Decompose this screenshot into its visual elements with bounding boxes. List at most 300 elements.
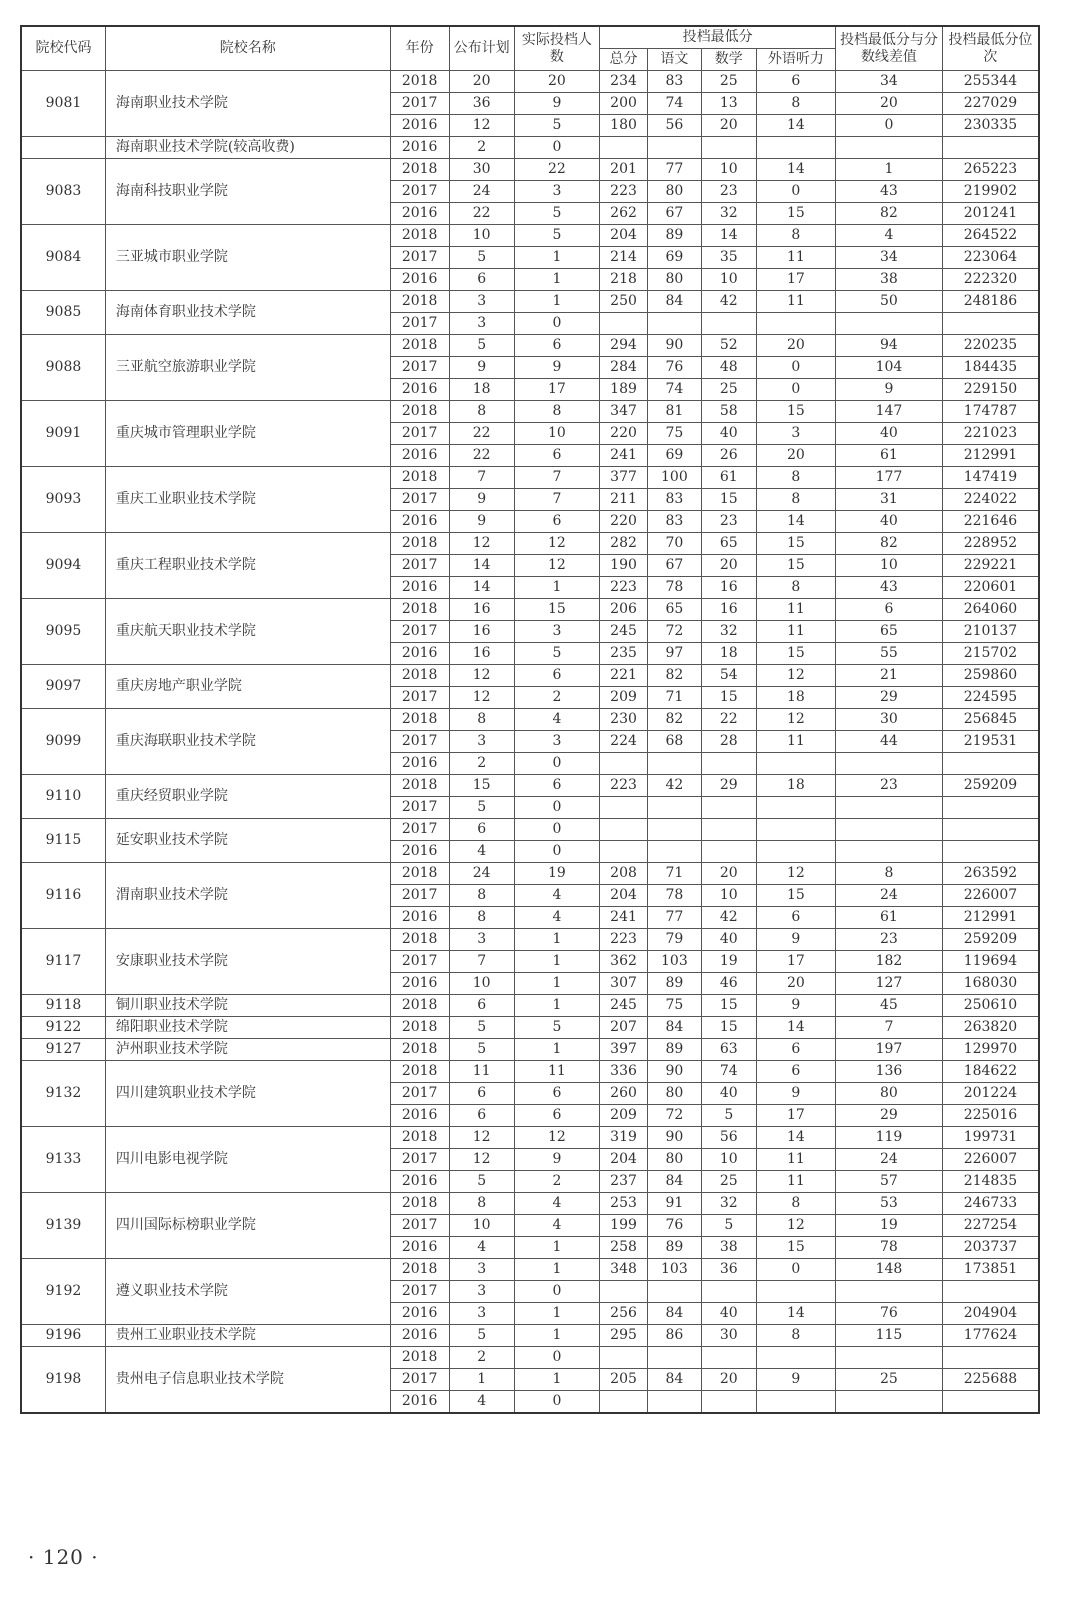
cell-total: 223 xyxy=(600,775,648,797)
cell-total xyxy=(600,753,648,775)
school-code: 9115 xyxy=(21,819,105,863)
cell-actual: 15 xyxy=(514,599,599,621)
cell-diff: 1 xyxy=(836,159,943,181)
cell-year: 2018 xyxy=(390,1259,449,1281)
cell-diff: 197 xyxy=(836,1039,943,1061)
cell-plan: 5 xyxy=(449,1017,514,1039)
cell-rank: 225688 xyxy=(942,1369,1039,1391)
cell-actual: 22 xyxy=(514,159,599,181)
cell-actual: 1 xyxy=(514,1369,599,1391)
cell-plan: 3 xyxy=(449,313,514,335)
cell-diff: 0 xyxy=(836,115,943,137)
cell-chinese xyxy=(647,797,701,819)
cell-year: 2017 xyxy=(390,181,449,203)
cell-rank: 227254 xyxy=(942,1215,1039,1237)
school-code: 9117 xyxy=(21,929,105,995)
school-name: 贵州工业职业技术学院 xyxy=(105,1325,390,1347)
cell-actual: 6 xyxy=(514,1083,599,1105)
cell-actual: 5 xyxy=(514,115,599,137)
cell-plan: 24 xyxy=(449,181,514,203)
cell-diff: 115 xyxy=(836,1325,943,1347)
cell-actual: 2 xyxy=(514,687,599,709)
cell-actual: 1 xyxy=(514,973,599,995)
cell-plan: 12 xyxy=(449,687,514,709)
cell-actual: 6 xyxy=(514,445,599,467)
cell-year: 2018 xyxy=(390,1039,449,1061)
cell-chinese xyxy=(647,1347,701,1369)
cell-plan: 6 xyxy=(449,819,514,841)
cell-actual: 1 xyxy=(514,577,599,599)
table-row xyxy=(21,1061,1039,1083)
cell-chinese xyxy=(647,1281,701,1303)
cell-plan: 8 xyxy=(449,709,514,731)
cell-math xyxy=(701,1347,756,1369)
cell-year: 2017 xyxy=(390,357,449,379)
cell-rank: 259209 xyxy=(942,929,1039,951)
cell-plan: 16 xyxy=(449,599,514,621)
cell-actual: 17 xyxy=(514,379,599,401)
cell-chinese: 80 xyxy=(647,1149,701,1171)
cell-chinese: 79 xyxy=(647,929,701,951)
cell-year: 2017 xyxy=(390,951,449,973)
table-row xyxy=(21,225,1039,247)
cell-rank: 264522 xyxy=(942,225,1039,247)
cell-diff: 55 xyxy=(836,643,943,665)
cell-math: 42 xyxy=(701,291,756,313)
school-code: 9095 xyxy=(21,599,105,665)
cell-plan: 12 xyxy=(449,533,514,555)
table-row xyxy=(21,819,1039,841)
cell-total: 295 xyxy=(600,1325,648,1347)
cell-chinese: 72 xyxy=(647,621,701,643)
cell-foreign xyxy=(756,137,835,159)
cell-math xyxy=(701,137,756,159)
table-row xyxy=(21,1127,1039,1149)
cell-math: 19 xyxy=(701,951,756,973)
cell-foreign: 11 xyxy=(756,291,835,313)
cell-plan: 1 xyxy=(449,1369,514,1391)
cell-actual: 0 xyxy=(514,137,599,159)
cell-diff: 82 xyxy=(836,533,943,555)
cell-diff: 34 xyxy=(836,247,943,269)
cell-plan: 12 xyxy=(449,1149,514,1171)
cell-total: 204 xyxy=(600,225,648,247)
cell-foreign: 15 xyxy=(756,555,835,577)
cell-rank: 230335 xyxy=(942,115,1039,137)
cell-plan: 3 xyxy=(449,929,514,951)
cell-math: 16 xyxy=(701,599,756,621)
cell-diff: 82 xyxy=(836,203,943,225)
cell-math: 40 xyxy=(701,1303,756,1325)
cell-diff xyxy=(836,137,943,159)
cell-diff: 29 xyxy=(836,1105,943,1127)
cell-year: 2016 xyxy=(390,841,449,863)
cell-foreign: 9 xyxy=(756,929,835,951)
cell-foreign: 12 xyxy=(756,1215,835,1237)
cell-foreign xyxy=(756,1391,835,1414)
cell-plan: 8 xyxy=(449,401,514,423)
header-chinese: 语文 xyxy=(647,49,701,71)
school-code: 9127 xyxy=(21,1039,105,1061)
cell-actual: 8 xyxy=(514,401,599,423)
cell-foreign: 0 xyxy=(756,357,835,379)
school-name: 重庆海联职业技术学院 xyxy=(105,709,390,775)
cell-total xyxy=(600,1347,648,1369)
cell-math: 15 xyxy=(701,1017,756,1039)
cell-chinese: 89 xyxy=(647,1237,701,1259)
cell-foreign: 17 xyxy=(756,1105,835,1127)
school-name: 重庆经贸职业学院 xyxy=(105,775,390,819)
cell-diff: 4 xyxy=(836,225,943,247)
cell-year: 2018 xyxy=(390,533,449,555)
cell-chinese: 68 xyxy=(647,731,701,753)
school-name: 重庆航天职业技术学院 xyxy=(105,599,390,665)
cell-rank: 255344 xyxy=(942,71,1039,93)
header-total: 总分 xyxy=(600,49,648,71)
cell-foreign: 15 xyxy=(756,1237,835,1259)
cell-total: 224 xyxy=(600,731,648,753)
cell-foreign: 12 xyxy=(756,665,835,687)
cell-rank: 214835 xyxy=(942,1171,1039,1193)
cell-year: 2018 xyxy=(390,775,449,797)
cell-chinese: 75 xyxy=(647,995,701,1017)
cell-actual: 4 xyxy=(514,709,599,731)
cell-chinese: 90 xyxy=(647,1127,701,1149)
cell-math: 25 xyxy=(701,1171,756,1193)
cell-foreign: 6 xyxy=(756,907,835,929)
cell-diff: 57 xyxy=(836,1171,943,1193)
cell-plan: 4 xyxy=(449,1391,514,1414)
cell-total: 221 xyxy=(600,665,648,687)
cell-actual: 9 xyxy=(514,357,599,379)
cell-math: 46 xyxy=(701,973,756,995)
school-code: 9091 xyxy=(21,401,105,467)
cell-chinese xyxy=(647,819,701,841)
table-row xyxy=(21,291,1039,313)
cell-foreign: 0 xyxy=(756,1259,835,1281)
cell-chinese: 83 xyxy=(647,489,701,511)
cell-chinese: 75 xyxy=(647,423,701,445)
cell-total: 258 xyxy=(600,1237,648,1259)
cell-actual: 1 xyxy=(514,1325,599,1347)
cell-actual: 20 xyxy=(514,71,599,93)
cell-total xyxy=(600,819,648,841)
cell-total: 223 xyxy=(600,181,648,203)
cell-actual: 0 xyxy=(514,841,599,863)
cell-plan: 8 xyxy=(449,907,514,929)
cell-rank: 225016 xyxy=(942,1105,1039,1127)
cell-chinese: 89 xyxy=(647,225,701,247)
cell-foreign: 6 xyxy=(756,1061,835,1083)
cell-diff: 43 xyxy=(836,577,943,599)
cell-diff: 23 xyxy=(836,929,943,951)
cell-year: 2018 xyxy=(390,159,449,181)
cell-total xyxy=(600,313,648,335)
table-row xyxy=(21,665,1039,687)
header-min-score-group: 投档最低分 xyxy=(600,26,836,49)
cell-plan: 6 xyxy=(449,269,514,291)
cell-rank xyxy=(942,753,1039,775)
cell-rank: 212991 xyxy=(942,445,1039,467)
table-row xyxy=(21,137,1039,159)
cell-foreign: 11 xyxy=(756,1171,835,1193)
cell-rank: 174787 xyxy=(942,401,1039,423)
school-name: 三亚城市职业学院 xyxy=(105,225,390,291)
cell-total: 207 xyxy=(600,1017,648,1039)
cell-diff: 148 xyxy=(836,1259,943,1281)
header-row-1 xyxy=(21,26,1039,49)
cell-total: 180 xyxy=(600,115,648,137)
cell-chinese: 67 xyxy=(647,203,701,225)
cell-rank: 219531 xyxy=(942,731,1039,753)
cell-rank: 212991 xyxy=(942,907,1039,929)
cell-math: 40 xyxy=(701,423,756,445)
table-row xyxy=(21,1325,1039,1347)
cell-total xyxy=(600,137,648,159)
cell-year: 2017 xyxy=(390,1149,449,1171)
cell-foreign: 8 xyxy=(756,1193,835,1215)
cell-foreign xyxy=(756,1281,835,1303)
cell-chinese: 65 xyxy=(647,599,701,621)
school-name: 延安职业技术学院 xyxy=(105,819,390,863)
cell-diff: 43 xyxy=(836,181,943,203)
cell-total: 190 xyxy=(600,555,648,577)
school-name: 渭南职业技术学院 xyxy=(105,863,390,929)
cell-foreign: 20 xyxy=(756,973,835,995)
cell-math: 20 xyxy=(701,863,756,885)
cell-math: 63 xyxy=(701,1039,756,1061)
school-code: 9097 xyxy=(21,665,105,709)
cell-total xyxy=(600,797,648,819)
cell-year: 2018 xyxy=(390,401,449,423)
cell-actual: 3 xyxy=(514,181,599,203)
table-row xyxy=(21,533,1039,555)
cell-actual: 1 xyxy=(514,1303,599,1325)
school-name: 重庆工业职业技术学院 xyxy=(105,467,390,533)
cell-diff: 136 xyxy=(836,1061,943,1083)
cell-chinese xyxy=(647,1391,701,1414)
cell-foreign xyxy=(756,313,835,335)
cell-math: 15 xyxy=(701,995,756,1017)
cell-rank: 215702 xyxy=(942,643,1039,665)
cell-math: 52 xyxy=(701,335,756,357)
cell-diff: 31 xyxy=(836,489,943,511)
cell-diff: 24 xyxy=(836,885,943,907)
cell-year: 2016 xyxy=(390,1237,449,1259)
cell-foreign xyxy=(756,753,835,775)
cell-rank: 184622 xyxy=(942,1061,1039,1083)
school-name: 遵义职业技术学院 xyxy=(105,1259,390,1325)
cell-diff: 127 xyxy=(836,973,943,995)
cell-diff: 20 xyxy=(836,93,943,115)
cell-year: 2016 xyxy=(390,445,449,467)
cell-chinese: 84 xyxy=(647,1017,701,1039)
table-row xyxy=(21,1039,1039,1061)
cell-foreign xyxy=(756,841,835,863)
cell-total: 237 xyxy=(600,1171,648,1193)
cell-total: 253 xyxy=(600,1193,648,1215)
cell-rank: 259209 xyxy=(942,775,1039,797)
cell-actual: 0 xyxy=(514,797,599,819)
cell-plan: 3 xyxy=(449,731,514,753)
cell-chinese: 71 xyxy=(647,863,701,885)
cell-chinese: 82 xyxy=(647,709,701,731)
cell-foreign: 3 xyxy=(756,423,835,445)
cell-diff: 78 xyxy=(836,1237,943,1259)
cell-total: 204 xyxy=(600,885,648,907)
cell-year: 2017 xyxy=(390,1083,449,1105)
cell-math: 25 xyxy=(701,379,756,401)
cell-diff xyxy=(836,1391,943,1414)
cell-rank xyxy=(942,1347,1039,1369)
cell-foreign: 15 xyxy=(756,401,835,423)
cell-plan: 20 xyxy=(449,71,514,93)
school-name: 三亚航空旅游职业学院 xyxy=(105,335,390,401)
cell-total: 209 xyxy=(600,1105,648,1127)
cell-total: 347 xyxy=(600,401,648,423)
cell-chinese: 74 xyxy=(647,93,701,115)
cell-year: 2018 xyxy=(390,929,449,951)
cell-actual: 4 xyxy=(514,907,599,929)
cell-actual: 6 xyxy=(514,335,599,357)
cell-actual: 1 xyxy=(514,291,599,313)
cell-rank xyxy=(942,819,1039,841)
cell-rank: 177624 xyxy=(942,1325,1039,1347)
cell-total: 235 xyxy=(600,643,648,665)
cell-rank: 223064 xyxy=(942,247,1039,269)
cell-math: 28 xyxy=(701,731,756,753)
school-name: 泸州职业技术学院 xyxy=(105,1039,390,1061)
cell-year: 2016 xyxy=(390,577,449,599)
cell-rank: 173851 xyxy=(942,1259,1039,1281)
cell-actual: 6 xyxy=(514,665,599,687)
header-plan: 公布计划 xyxy=(449,26,514,71)
cell-chinese: 78 xyxy=(647,885,701,907)
cell-total: 256 xyxy=(600,1303,648,1325)
cell-rank: 224595 xyxy=(942,687,1039,709)
cell-math: 61 xyxy=(701,467,756,489)
cell-year: 2018 xyxy=(390,335,449,357)
cell-math: 30 xyxy=(701,1325,756,1347)
cell-plan: 15 xyxy=(449,775,514,797)
cell-plan: 5 xyxy=(449,247,514,269)
cell-rank: 263592 xyxy=(942,863,1039,885)
cell-actual: 7 xyxy=(514,489,599,511)
cell-math: 32 xyxy=(701,1193,756,1215)
cell-foreign: 6 xyxy=(756,71,835,93)
cell-foreign: 9 xyxy=(756,1369,835,1391)
cell-total: 377 xyxy=(600,467,648,489)
header-rank: 投档最低分位次 xyxy=(942,26,1039,71)
cell-year: 2018 xyxy=(390,1061,449,1083)
school-name: 海南职业技术学院 xyxy=(105,71,390,137)
school-code: 9139 xyxy=(21,1193,105,1259)
cell-math: 42 xyxy=(701,907,756,929)
cell-diff: 40 xyxy=(836,511,943,533)
cell-math: 23 xyxy=(701,511,756,533)
cell-plan: 14 xyxy=(449,555,514,577)
cell-foreign: 8 xyxy=(756,1325,835,1347)
cell-diff: 61 xyxy=(836,445,943,467)
cell-math: 10 xyxy=(701,269,756,291)
cell-chinese: 81 xyxy=(647,401,701,423)
cell-foreign xyxy=(756,1347,835,1369)
cell-actual: 1 xyxy=(514,951,599,973)
cell-total xyxy=(600,841,648,863)
cell-foreign: 14 xyxy=(756,1017,835,1039)
cell-actual: 6 xyxy=(514,511,599,533)
cell-plan: 9 xyxy=(449,511,514,533)
cell-total: 201 xyxy=(600,159,648,181)
cell-foreign: 15 xyxy=(756,885,835,907)
school-name: 重庆城市管理职业学院 xyxy=(105,401,390,467)
cell-diff xyxy=(836,819,943,841)
header-math: 数学 xyxy=(701,49,756,71)
cell-actual: 0 xyxy=(514,1347,599,1369)
cell-foreign: 0 xyxy=(756,379,835,401)
cell-total: 319 xyxy=(600,1127,648,1149)
cell-chinese: 69 xyxy=(647,445,701,467)
cell-diff: 104 xyxy=(836,357,943,379)
cell-actual: 5 xyxy=(514,203,599,225)
cell-plan: 5 xyxy=(449,1171,514,1193)
cell-total: 307 xyxy=(600,973,648,995)
cell-foreign: 18 xyxy=(756,775,835,797)
cell-math: 20 xyxy=(701,1369,756,1391)
cell-math: 35 xyxy=(701,247,756,269)
cell-foreign: 11 xyxy=(756,247,835,269)
cell-actual: 12 xyxy=(514,533,599,555)
cell-math: 13 xyxy=(701,93,756,115)
cell-rank: 221023 xyxy=(942,423,1039,445)
cell-year: 2016 xyxy=(390,973,449,995)
cell-rank: 229150 xyxy=(942,379,1039,401)
cell-math: 58 xyxy=(701,401,756,423)
cell-rank: 246733 xyxy=(942,1193,1039,1215)
school-code: 9094 xyxy=(21,533,105,599)
cell-total: 218 xyxy=(600,269,648,291)
cell-plan: 10 xyxy=(449,973,514,995)
cell-math: 48 xyxy=(701,357,756,379)
cell-foreign: 14 xyxy=(756,1127,835,1149)
school-name: 重庆工程职业技术学院 xyxy=(105,533,390,599)
cell-diff: 21 xyxy=(836,665,943,687)
cell-math: 18 xyxy=(701,643,756,665)
cell-diff: 9 xyxy=(836,379,943,401)
table-row xyxy=(21,335,1039,357)
table-row xyxy=(21,1193,1039,1215)
school-name: 海南职业技术学院(较高收费) xyxy=(105,137,390,159)
cell-year: 2018 xyxy=(390,71,449,93)
school-code: 9081 xyxy=(21,71,105,137)
cell-rank: 228952 xyxy=(942,533,1039,555)
table-row xyxy=(21,401,1039,423)
cell-diff: 25 xyxy=(836,1369,943,1391)
cell-plan: 5 xyxy=(449,1325,514,1347)
cell-rank: 226007 xyxy=(942,1149,1039,1171)
cell-plan: 6 xyxy=(449,1083,514,1105)
cell-year: 2017 xyxy=(390,313,449,335)
cell-math: 65 xyxy=(701,533,756,555)
cell-year: 2017 xyxy=(390,731,449,753)
cell-year: 2018 xyxy=(390,1347,449,1369)
cell-total: 189 xyxy=(600,379,648,401)
cell-year: 2017 xyxy=(390,93,449,115)
cell-year: 2016 xyxy=(390,137,449,159)
cell-foreign xyxy=(756,819,835,841)
header-diff: 投档最低分与分数线差值 xyxy=(836,26,943,71)
cell-diff: 24 xyxy=(836,1149,943,1171)
